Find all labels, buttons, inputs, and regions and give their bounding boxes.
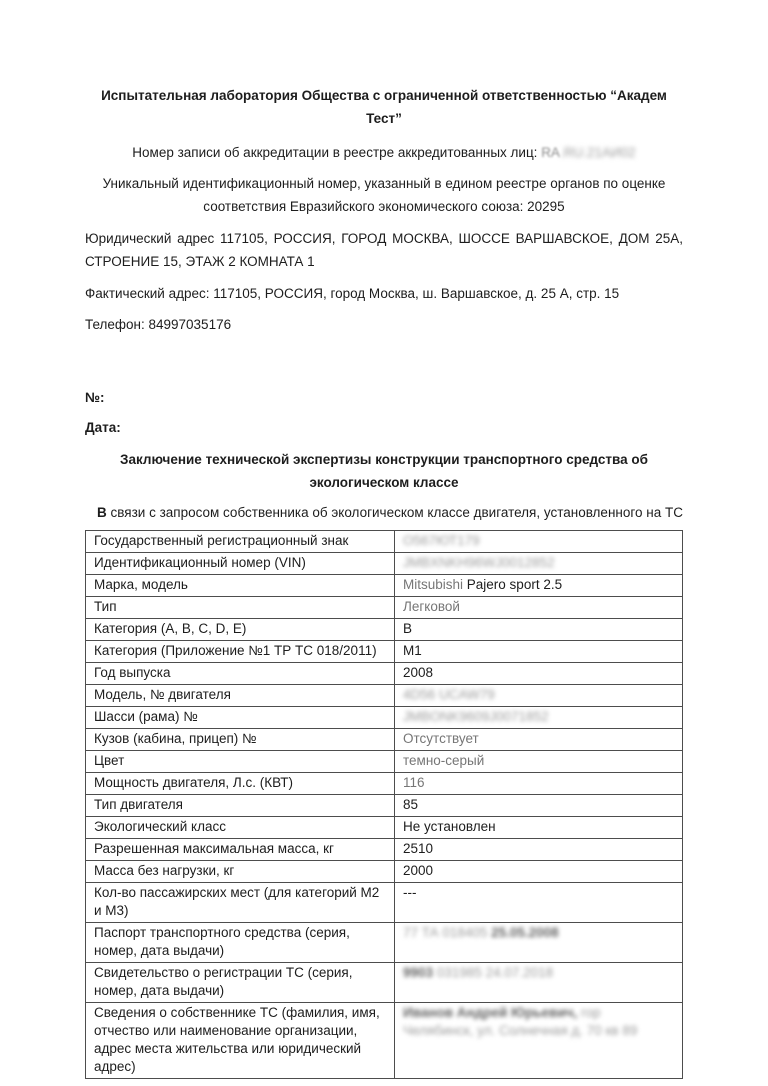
row-value bbox=[395, 663, 683, 685]
row-label: Кол-во пассажирских мест (для категорий М2 и М3) bbox=[86, 883, 395, 923]
redacted-value: 9903 bbox=[403, 965, 437, 980]
redacted-value: 4D56 UCAW79 bbox=[403, 687, 495, 702]
vehicle-info-table-body bbox=[86, 531, 683, 1079]
table-row bbox=[86, 531, 683, 553]
intro-lead: В bbox=[97, 505, 107, 520]
table-row bbox=[86, 597, 683, 619]
redacted-value: JMBONK9609J0071852 bbox=[403, 709, 549, 724]
row-label: Цвет bbox=[86, 751, 395, 773]
table-row bbox=[86, 663, 683, 685]
row-label: Сведения о собственнике ТС (фамилия, имя, отчество или наименование организации, адрес места жительства или юридический адрес) bbox=[86, 1003, 395, 1079]
row-value bbox=[395, 531, 683, 553]
row-value bbox=[395, 641, 683, 663]
value-text: Mitsubishi bbox=[403, 577, 467, 592]
accreditation-line bbox=[85, 141, 683, 164]
table-row bbox=[86, 707, 683, 729]
value-text: 85 bbox=[403, 797, 419, 812]
row-label: Тип bbox=[86, 597, 395, 619]
row-label: Кузов (кабина, прицеп) № bbox=[86, 729, 395, 751]
table-row bbox=[86, 641, 683, 663]
lab-title: Испытательная лаборатория Общества с ограниченной ответственностью “Академ Тест” bbox=[101, 88, 667, 126]
accreditation-number-redacted: .RU.21АИ02 bbox=[559, 145, 636, 160]
row-value bbox=[395, 817, 683, 839]
row-label: Категория (Приложение №1 ТР ТС 018/2011) bbox=[86, 641, 395, 663]
intro-text: связи с запросом собственника об экологическом классе двигателя, установленного на ТС bbox=[106, 505, 683, 520]
redacted-value: 25.05.2008 bbox=[491, 925, 559, 940]
intro-paragraph bbox=[85, 501, 683, 524]
doc-number-label: №: bbox=[85, 390, 105, 405]
row-label: Свидетельство о регистрации ТС (серия, номер, дата выдачи) bbox=[86, 963, 395, 1003]
row-value bbox=[395, 751, 683, 773]
vehicle-info-table bbox=[85, 530, 683, 1079]
vertical-spacer bbox=[85, 336, 683, 386]
legal-address: Юридический адрес 117105, РОССИЯ, ГОРОД МОСКВА, ШОССЕ ВАРШАВСКОЕ, ДОМ 25А, СТРОЕНИЕ 15, ЭТАЖ 2 КОМНАТА 1 bbox=[85, 231, 683, 269]
row-label: Год выпуска bbox=[86, 663, 395, 685]
value-text: 2008 bbox=[403, 665, 434, 680]
redacted-value: О567ЮТ179 bbox=[403, 533, 480, 548]
row-label: Государственный регистрационный знак bbox=[86, 531, 395, 553]
table-row bbox=[86, 883, 683, 923]
row-label: Модель, № двигателя bbox=[86, 685, 395, 707]
row-label: Паспорт транспортного средства (серия, номер, дата выдачи) bbox=[86, 923, 395, 963]
row-label: Шасси (рама) № bbox=[86, 707, 395, 729]
table-row bbox=[86, 685, 683, 707]
doc-date-label: Дата: bbox=[85, 420, 121, 435]
table-row bbox=[86, 817, 683, 839]
row-label: Масса без нагрузки, кг bbox=[86, 861, 395, 883]
row-value bbox=[395, 685, 683, 707]
row-label: Тип двигателя bbox=[86, 795, 395, 817]
value-text: --- bbox=[403, 885, 417, 900]
table-row bbox=[86, 795, 683, 817]
row-value bbox=[395, 553, 683, 575]
row-value bbox=[395, 883, 683, 923]
row-value bbox=[395, 707, 683, 729]
actual-address: Фактический адрес: 117105, РОССИЯ, город Москва, ш. Варшавское, д. 25 А, стр. 15 bbox=[85, 286, 620, 301]
value-text: 2000 bbox=[403, 863, 434, 878]
value-text: М1 bbox=[403, 643, 422, 658]
row-value bbox=[395, 861, 683, 883]
value-text: 2510 bbox=[403, 841, 434, 856]
row-label: Мощность двигателя, Л.с. (КВТ) bbox=[86, 773, 395, 795]
table-row bbox=[86, 729, 683, 751]
table-row bbox=[86, 619, 683, 641]
value-text: Легковой bbox=[403, 599, 460, 614]
table-row bbox=[86, 575, 683, 597]
row-value bbox=[395, 1003, 683, 1079]
row-value bbox=[395, 729, 683, 751]
row-value bbox=[395, 795, 683, 817]
row-value bbox=[395, 963, 683, 1003]
row-value bbox=[395, 923, 683, 963]
redacted-value: Иванов Андрей Юрьевич, bbox=[403, 1005, 581, 1020]
redacted-value: 77 ТА 018405 bbox=[403, 925, 492, 940]
redacted-value: 031985 24.07.2018 bbox=[436, 965, 554, 980]
table-row bbox=[86, 861, 683, 883]
table-row bbox=[86, 773, 683, 795]
redacted-value: гор Челябинск, ул. Солнечная д. 70 кв 89 bbox=[403, 1005, 638, 1038]
table-row bbox=[86, 1003, 683, 1079]
accreditation-label: Номер записи об аккредитации в реестре аккредитованных лиц: bbox=[132, 145, 542, 160]
table-row bbox=[86, 963, 683, 1003]
row-label: Идентификационный номер (VIN) bbox=[86, 553, 395, 575]
table-row bbox=[86, 839, 683, 861]
table-row bbox=[86, 751, 683, 773]
table-row bbox=[86, 923, 683, 963]
row-label: Категория (А, В, С, D, Е) bbox=[86, 619, 395, 641]
value-text: Не установлен bbox=[403, 819, 496, 834]
row-value bbox=[395, 619, 683, 641]
accreditation-number-redacted: RA bbox=[541, 145, 560, 160]
row-value bbox=[395, 575, 683, 597]
row-label: Экологический класс bbox=[86, 817, 395, 839]
value-text: В bbox=[403, 621, 413, 636]
value-text: 116 bbox=[403, 775, 425, 790]
row-label: Разрешенная максимальная масса, кг bbox=[86, 839, 395, 861]
row-value bbox=[395, 773, 683, 795]
table-row bbox=[86, 553, 683, 575]
value-text: Отсутствует bbox=[403, 731, 479, 746]
doc-title: Заключение технической экспертизы конструкции транспортного средства об экологическом классе bbox=[120, 452, 648, 490]
redacted-value: JMBXNKH96WJ0012852 bbox=[403, 555, 555, 570]
value-text: Pajero sport 2.5 bbox=[466, 577, 563, 592]
row-value bbox=[395, 597, 683, 619]
row-value bbox=[395, 839, 683, 861]
phone-line: Телефон: 84997035176 bbox=[85, 317, 232, 332]
value-text: темно-серый bbox=[403, 753, 485, 768]
row-label: Марка, модель bbox=[86, 575, 395, 597]
unique-id-line: Уникальный идентификационный номер, указанный в едином реестре органов по оценке соответствия Евразийского экономического союза: 20295 bbox=[102, 176, 666, 214]
